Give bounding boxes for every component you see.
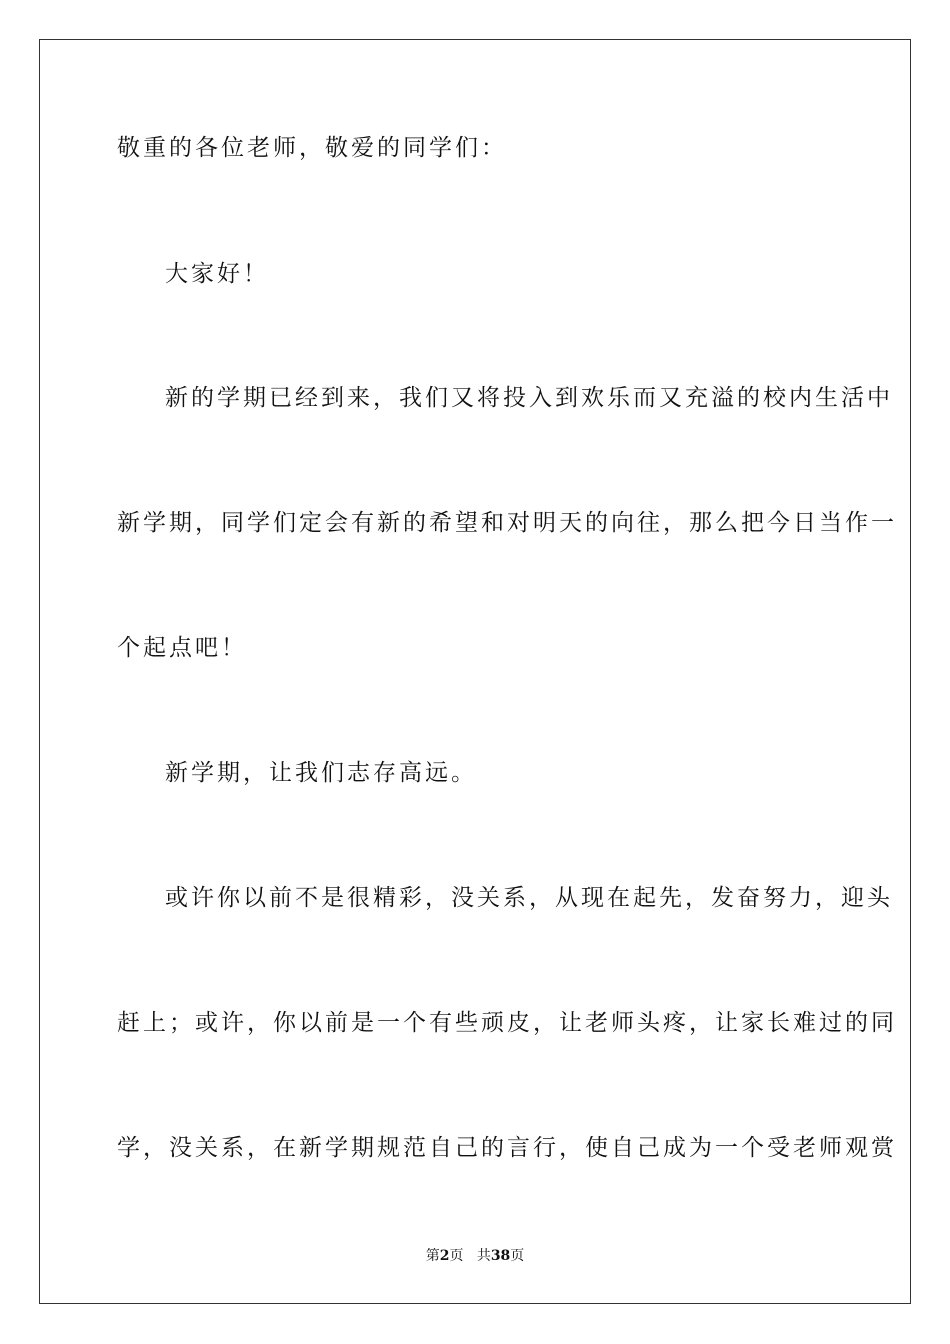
paragraph-3-line-3: 学，没关系，在新学期规范自己的言行，使自己成为一个受老师观赏 (117, 1135, 897, 1161)
total-prefix: 共 (476, 1248, 491, 1264)
salutation-line: 敬重的各位老师，敬爱的同学们： (117, 135, 507, 161)
page-border (39, 39, 911, 1304)
paragraph-3-line-1: 或许你以前不是很精彩，没关系，从现在起先，发奋努力，迎头 (165, 885, 893, 911)
paragraph-1-line-3: 个起点吧！ (117, 635, 247, 661)
paragraph-1-line-1: 新的学期已经到来，我们又将投入到欢乐而又充溢的校内生活中 (165, 385, 893, 411)
greeting-line: 大家好！ (165, 261, 269, 287)
paragraph-2-line-1: 新学期，让我们志存高远。 (165, 760, 477, 786)
total-suffix: 页 (510, 1248, 525, 1264)
paragraph-3-line-2: 赶上；或许，你以前是一个有些顽皮，让老师头疼，让家长难过的同 (117, 1010, 897, 1036)
page-prefix: 第 (425, 1248, 440, 1264)
page-number: 2 (439, 1248, 450, 1264)
page-footer (0, 1247, 950, 1265)
total-pages: 38 (490, 1248, 511, 1264)
paragraph-1-line-2: 新学期，同学们定会有新的希望和对明天的向往，那么把今日当作一 (117, 510, 897, 536)
page-suffix: 页 (449, 1248, 464, 1264)
